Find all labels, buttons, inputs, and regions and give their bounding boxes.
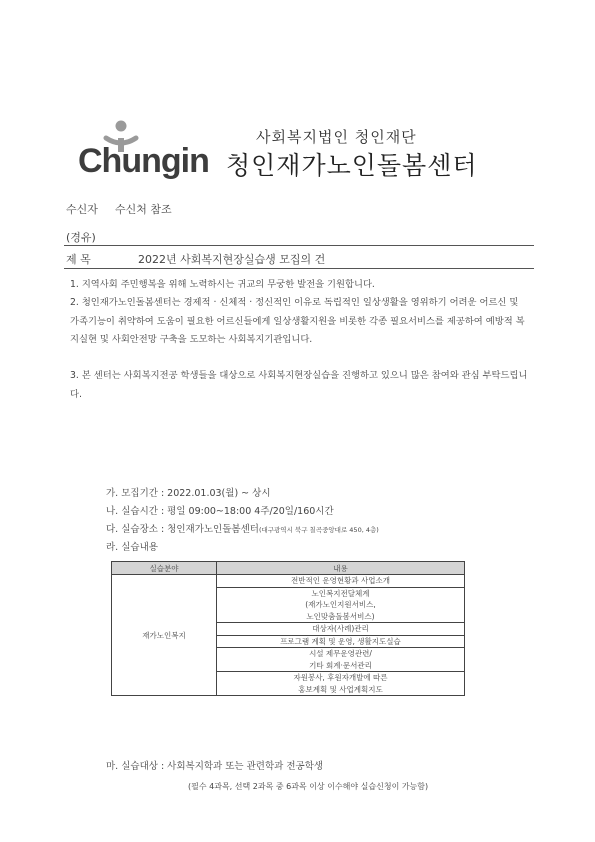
curriculum-table [111, 561, 465, 696]
place-address: (대구광역시 북구 칠곡중앙대로 450, 4층) [258, 526, 379, 534]
content-line: 전반적인 운영현황과 사업소개 [291, 576, 390, 585]
content-line: 프로그램 계획 및 운영, 생활지도실습 [280, 636, 401, 646]
table-row [112, 575, 465, 588]
content-cell [217, 575, 465, 588]
content-cell [217, 672, 465, 696]
divider [64, 245, 534, 246]
recipient-row [66, 201, 526, 215]
chungin-logo [68, 118, 238, 184]
content-line: 시설 제무운영관련/ [309, 649, 372, 658]
practice-place [106, 521, 379, 535]
recipient-value: 수신처 참조 [115, 203, 172, 216]
content-line: 대상자(사례)관리 [312, 624, 369, 633]
divider [64, 268, 534, 269]
content-cell [217, 648, 465, 672]
table-header-row [112, 562, 465, 575]
field-cell: 재가노인복지 [112, 575, 217, 696]
body-paragraph-2: 2. 청인재가노인돌봄센터는 경제적 · 신체적 · 정신적인 이유로 독립적인 일상생활을 영위하기 어려운 어르신 및 가족기능이 취약하여 도움이 필요한 어르신들에게 일상생활지원을 비롯한 각종 필요서비스를 제공하여 예방적 복지실현 및 사회안전망 구축을 도모하는 사회복지기관입니다. [70, 297, 525, 346]
content-line: 노인복지전달체계 [311, 588, 370, 598]
practice-hours: 나. 실습시간 : 평일 09:00~18:00 4주/20일/160시간 [106, 506, 334, 517]
target-note: (필수 4과목, 선택 2과목 중 6과목 이상 이수해야 실습신청이 가능함) [188, 782, 429, 791]
content-line: 노인맞춤돌봄서비스) [306, 611, 375, 621]
content-cell [217, 635, 465, 648]
subject-value: 2022년 사회복지현장실습생 모집의 건 [138, 253, 326, 266]
table-header-content: 내용 [217, 562, 465, 575]
org-name: 청인재가노인돌봄센터 [226, 151, 478, 180]
content-line: 자원봉사, 후원자개발에 따른 [293, 673, 388, 682]
subject-row [66, 251, 526, 265]
table-header-field: 실습분야 [112, 562, 217, 575]
content-line: (재가노인지원서비스, [305, 600, 376, 609]
recruit-period: 가. 모집기간 : 2022.01.03(월) ~ 상시 [106, 488, 271, 499]
content-line: 기타 회계·문서관리 [309, 660, 372, 670]
place-main: 다. 실습장소 : 청인재가노인돌봄센터 [106, 524, 259, 535]
practice-target: 마. 실습대상 : 사회복지학과 또는 관련학과 전공학생 [106, 761, 324, 772]
body-paragraph-1: 1. 지역사회 주민행복을 위해 노력하시는 귀교의 무궁한 발전을 기원합니다. [70, 279, 375, 290]
practice-content-label: 라. 실습내용 [106, 542, 158, 553]
logo-wordmark: Chungin [78, 142, 209, 180]
via-label: (경유) [66, 231, 96, 244]
content-cell [217, 587, 465, 623]
org-subtitle: 사회복지법인 청인재단 [256, 128, 417, 146]
content-cell [217, 623, 465, 636]
recipient-label: 수신자 [66, 203, 98, 216]
content-line: 홍보계획 및 사업계획지도 [298, 684, 383, 694]
subject-label: 제 목 [66, 253, 91, 266]
body-paragraph-3: 3. 본 센터는 사회복지전공 학생들을 대상으로 사회복지현장실습을 진행하고 있으니 많은 참여와 관심 부탁드립니다. [70, 370, 528, 400]
